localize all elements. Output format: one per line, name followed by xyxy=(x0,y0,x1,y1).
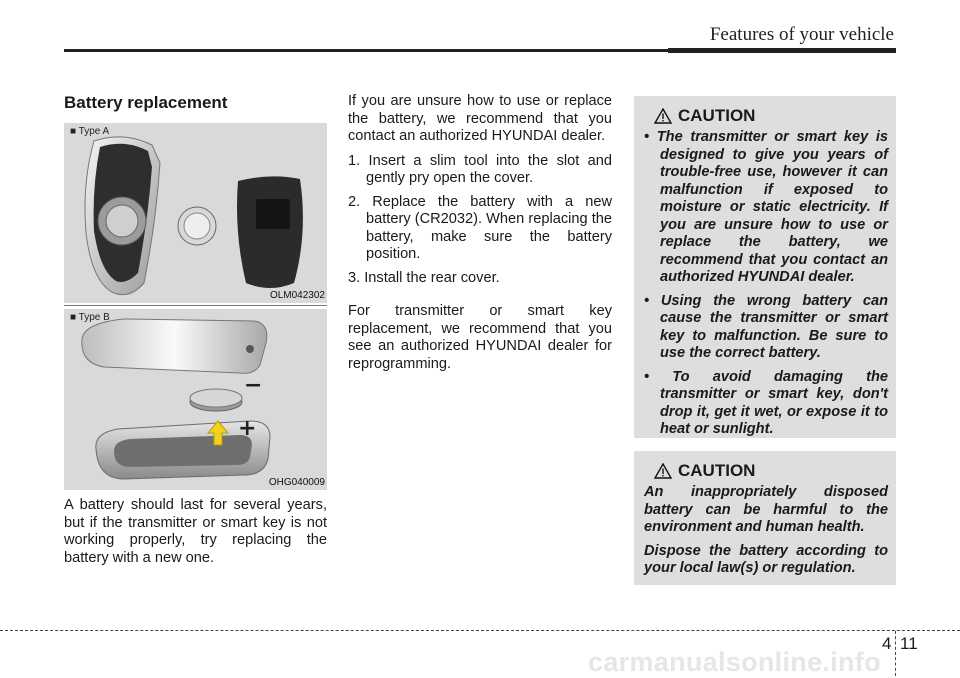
page-number: 11 xyxy=(900,634,918,653)
footer-separator xyxy=(895,631,896,676)
chapter-number: 4 xyxy=(882,634,892,653)
watermark: carmanualsonline.info xyxy=(588,647,881,677)
caution-paragraph: An inappropriately disposed battery can be harmful to the environment and human health. xyxy=(644,484,888,535)
section-heading: Battery replacement xyxy=(64,93,228,112)
caution-header xyxy=(654,461,755,481)
caution-body xyxy=(644,129,888,445)
step-2: 2. Replace the battery with a new battery (CR2032). When replacing the battery, make sure the battery position. xyxy=(348,193,612,262)
caution-bullet: • The transmitter or smart key is designed to give you years of trouble-free use, however it can malfunction if exposed to moisture or static electricity. If you are unsure how to use or replace the battery, we recommend that you contact an authorized HYUNDAI dealer. xyxy=(644,129,888,285)
figure-divider xyxy=(64,305,327,306)
caution-body xyxy=(644,484,888,584)
smart-key-type-b-illustration xyxy=(64,309,327,490)
caution-title: CAUTION xyxy=(678,106,756,125)
figure-type-a-label: ■ Type A xyxy=(70,126,110,137)
figure-type-b-code: OHG040009 xyxy=(268,477,325,488)
battery-life-paragraph: A battery should last for several years, but if the transmitter or smart key is not working properly, try replacing the battery with a new one. xyxy=(64,497,327,566)
minus-sign: − xyxy=(244,373,263,398)
caution-bullet: • To avoid damaging the transmitter or smart key, don't drop it, get it wet, or expose it to heat or sunlight. xyxy=(644,368,888,437)
caution-box-transmitter xyxy=(634,96,896,438)
intro-paragraph: If you are unsure how to use or replace the battery, we recommend that you contact an authorized HYUNDAI dealer. xyxy=(348,93,612,144)
plus-sign: + xyxy=(238,416,257,441)
running-header: Features of your vehicle xyxy=(709,24,894,45)
figure-type-a-code: OLM042302 xyxy=(269,290,325,301)
figure-type-b-label: ■ Type B xyxy=(70,312,110,323)
replacement-instructions xyxy=(348,93,612,380)
caution-bullet: • Using the wrong battery can cause the transmitter or smart key to malfunction. Be sure to use the correct battery. xyxy=(644,292,888,361)
footer-rule xyxy=(0,630,960,631)
figure-type-a xyxy=(64,123,327,303)
smart-key-type-a-illustration xyxy=(64,123,327,303)
caution-header xyxy=(654,106,755,126)
warning-triangle-icon xyxy=(654,463,672,479)
step-3: 3. Install the rear cover. xyxy=(348,269,500,286)
caution-title: CAUTION xyxy=(678,461,756,480)
warning-triangle-icon xyxy=(654,108,672,124)
caution-paragraph: Dispose the battery according to your local law(s) or regulation. xyxy=(644,542,888,576)
figure-type-b xyxy=(64,309,327,490)
outro-paragraph: For transmitter or smart key replacement, we recommend that you see an authorized HYUNDAI dealer for reprogramming. xyxy=(348,303,612,372)
caution-box-disposal xyxy=(634,451,896,585)
header-rule xyxy=(64,49,896,52)
step-1: 1. Insert a slim tool into the slot and gently pry open the cover. xyxy=(348,152,612,186)
